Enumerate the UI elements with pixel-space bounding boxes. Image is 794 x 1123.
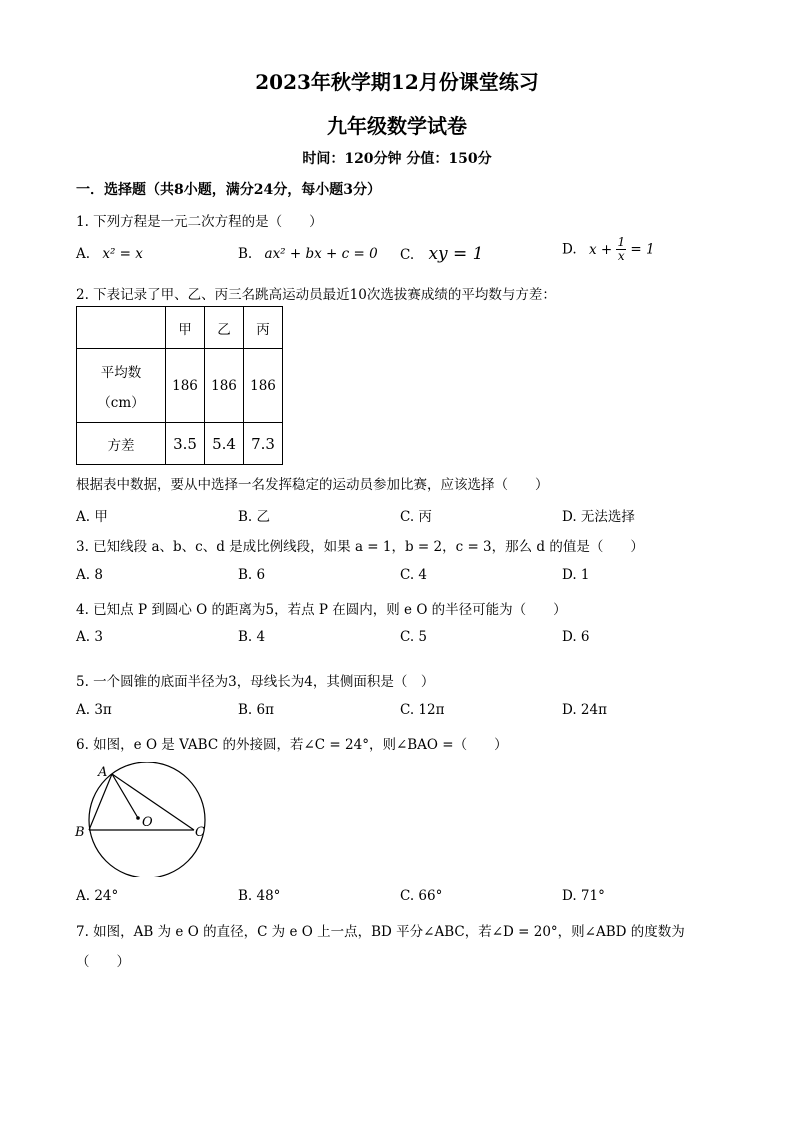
q1-option-d-post: = 1: [630, 241, 655, 258]
q1-option-b: [238, 246, 378, 262]
q1-option-d: [562, 236, 655, 263]
q5-option-d: D. 24π: [562, 702, 607, 718]
table-row: [77, 349, 283, 423]
table-header-cell: [77, 307, 166, 349]
table-cell: 7.3: [244, 423, 283, 465]
table-header-cell: 甲: [166, 307, 205, 349]
circle-triangle-figure: [72, 762, 212, 877]
q6-option-b: B. 48°: [238, 888, 281, 904]
q4-option-d: D. 6: [562, 629, 590, 645]
q1-option-d-pre: x +: [588, 241, 613, 258]
vertex-c-label: C: [195, 825, 205, 840]
q6-option-a: A. 24°: [76, 888, 119, 904]
q4-option-b: B. 4: [238, 629, 266, 645]
q1-option-d-fraction: [616, 236, 626, 263]
vertex-a-label: A: [98, 765, 108, 780]
q2-prompt: 根据表中数据，要从中选择一名发挥稳定的运动员参加比赛，应该选择（ ）: [76, 477, 549, 493]
q4-option-a: A. 3: [76, 629, 103, 645]
fraction-denominator: x: [617, 249, 625, 263]
row-label-line: 平均数: [100, 364, 142, 381]
q2-option-d: D. 无法选择: [562, 509, 635, 525]
q7-paren: （ ）: [76, 954, 130, 970]
q6-option-c: C. 66°: [400, 888, 443, 904]
row-label-line: （cm）: [97, 394, 145, 411]
q1-option-a-expr: x² = x: [102, 246, 143, 262]
center-o-label: O: [142, 815, 153, 830]
q3-option-c: C. 4: [400, 567, 428, 583]
q4-stem: 4. 已知点 P 到圆心 O 的距离为5，若点 P 在圆内，则 e O 的半径可能为（ ）: [76, 602, 567, 618]
exam-subtitle: 九年级数学试卷: [327, 114, 467, 138]
q1-option-c-label: C.: [400, 247, 415, 263]
q6-option-d: D. 71°: [562, 888, 605, 904]
q6-stem: 6. 如图，e O 是 VABC 的外接圆，若∠C = 24°，则∠BAO =（ ）: [76, 737, 508, 753]
table-row-label: 方差: [77, 423, 166, 465]
table-cell: 5.4: [205, 423, 244, 465]
q1-stem: 1. 下列方程是一元二次方程的是（ ）: [76, 214, 323, 230]
q1-option-d-label: D.: [562, 241, 577, 258]
table-cell: 3.5: [166, 423, 205, 465]
q5-stem: 5. 一个圆锥的底面半径为3，母线长为4，其侧面积是（ ）: [76, 674, 435, 690]
q3-stem: 3. 已知线段 a、b、c、d 是成比例线段，如果 a = 1，b = 2，c = 3，那么 d 的值是（ ）: [76, 539, 644, 555]
q1-option-a-label: A.: [76, 246, 91, 262]
q1-option-b-expr: ax² + bx + c = 0: [264, 246, 378, 262]
q2-option-c: C. 丙: [400, 509, 432, 525]
table-cell: 186: [205, 349, 244, 423]
q4-option-c: C. 5: [400, 629, 428, 645]
q1-option-b-label: B.: [238, 246, 253, 262]
q3-option-d: D. 1: [562, 567, 590, 583]
q3-option-b: B. 6: [238, 567, 266, 583]
table-row-label: [77, 349, 166, 423]
q5-option-a: A. 3π: [76, 702, 112, 718]
segment-ao: [112, 774, 138, 818]
score-table: [76, 306, 283, 465]
q2-stem: 2. 下表记录了甲、乙、丙三名跳高运动员最近10次选拔赛成绩的平均数与方差：: [76, 287, 556, 303]
q7-stem: 7. 如图，AB 为 e O 的直径，C 为 e O 上一点，BD 平分∠ABC，若∠D = 20°，则∠ABD 的度数为: [76, 924, 685, 940]
q5-option-b: B. 6π: [238, 702, 274, 718]
segment-ac: [112, 774, 194, 830]
q5-option-c: C. 12π: [400, 702, 445, 718]
q1-option-c-expr: xy = 1: [428, 244, 484, 264]
q2-option-b: B. 乙: [238, 509, 271, 525]
exam-meta: 时间：120分钟 分值：150分: [302, 151, 492, 167]
section-heading: 一．选择题（共8小题，满分24分，每小题3分）: [76, 182, 381, 198]
fraction-numerator: 1: [617, 235, 626, 249]
table-cell: 186: [244, 349, 283, 423]
q3-option-a: A. 8: [76, 567, 103, 583]
table-row: [77, 423, 283, 465]
table-header-cell: 丙: [244, 307, 283, 349]
table-header-row: [77, 307, 283, 349]
table-cell: 186: [166, 349, 205, 423]
exam-title: 2023年秋学期12月份课堂练习: [255, 70, 539, 94]
vertex-b-label: B: [75, 825, 85, 840]
q1-option-a: [76, 246, 143, 262]
q1-option-c: [400, 244, 484, 264]
center-point: [136, 816, 140, 820]
table-header-cell: 乙: [205, 307, 244, 349]
q2-option-a: A. 甲: [76, 509, 108, 525]
